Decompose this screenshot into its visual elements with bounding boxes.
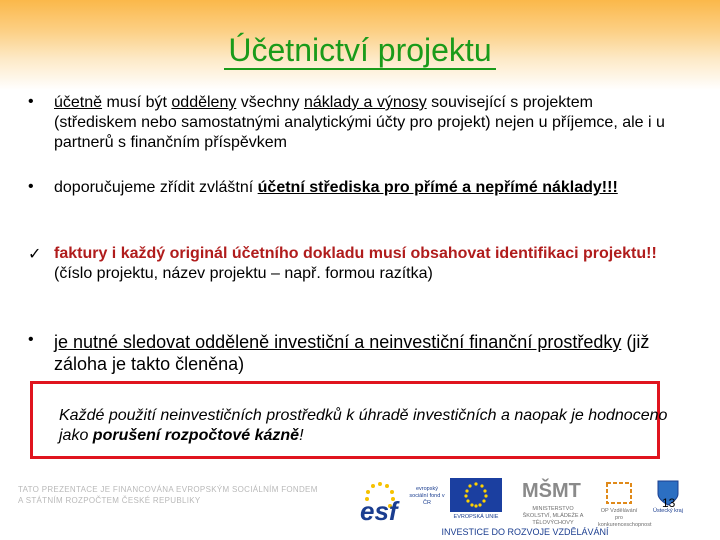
bullet-text-part: náklady a výnosy — [303, 94, 427, 111]
check-mark-icon: ✓ — [28, 244, 42, 263]
warning-text — [59, 406, 699, 446]
eu-flag-icon — [450, 478, 502, 512]
kraj-label: Ústecký kraj — [653, 508, 683, 514]
bullet-text — [54, 331, 674, 375]
footer — [0, 470, 720, 540]
bullet-text-part: faktury i každý originál účetního dokladu musí obsahovat identifikaci projektu!! — [54, 245, 657, 262]
bullet-text-part: (číslo projektu, název projektu – např. formou razítka) — [54, 265, 433, 282]
bullet-text — [54, 244, 674, 284]
msmt-logo — [518, 478, 588, 526]
eu-label: EVROPSKÁ UNIE — [453, 514, 499, 520]
investment-strip: INVESTICE DO ROZVOJE VZDĚLÁVÁNÍ — [441, 527, 609, 537]
bullet-text — [54, 93, 674, 153]
msmt-label: MINISTERSTVO ŠKOLSTVÍ, MLÁDEŽE A TĚLOVÝCHOVY — [522, 506, 584, 526]
eu-logo — [450, 478, 502, 523]
bullet-text-part: související s projektem (střediskem nebo samostatnými analytickými účty pro projekt) nejen u příjemce, ale i u partnerů s finančním příspěvkem — [54, 94, 665, 151]
bullet-mark: • — [28, 331, 34, 348]
bullet-text-part: doporučujeme zřídit zvláštní — [54, 179, 258, 196]
page-number: 13 — [662, 496, 676, 510]
warning-text-part: Každé použití neinvestičních prostředků k úhradě investičních a naopak je hodnoceno jako — [59, 407, 668, 444]
msmt-wordmark: MŠMT — [522, 480, 581, 502]
bullet-text-part: všechny — [236, 94, 304, 111]
warning-text-part: ! — [299, 427, 304, 444]
warning-text-emphasis: porušení rozpočtové kázně — [92, 427, 300, 444]
bullet-text-part: je nutné sledovat odděleně investiční a neinvestiční finanční prostředky — [54, 332, 622, 352]
bullet-mark: • — [28, 93, 34, 110]
bullet-text-part: účetní střediska pro přímé a nepřímé náklady!!! — [257, 179, 618, 196]
bullet-text — [54, 178, 674, 198]
slide-title: Účetnictví projektu — [0, 30, 720, 70]
esf-label: evropský sociální fond v ČR — [409, 486, 445, 506]
bullet-text-part: odděleny — [171, 94, 237, 111]
warning-box — [30, 381, 668, 459]
op-vk-icon — [604, 480, 634, 506]
bullet-mark: • — [28, 178, 34, 195]
bullet-text-part: musí být — [102, 94, 172, 111]
op-vk-label: OP Vzdělávání pro konkurenceschopnost — [598, 508, 652, 528]
esf-wordmark: esf — [360, 496, 398, 526]
bullet-text-part: (již záloha je takto členěna) — [54, 332, 650, 374]
logo-bar — [360, 478, 690, 528]
funding-note: TATO PREZENTACE JE FINANCOVÁNA EVROPSKÝM SOCIÁLNÍM FONDEM A STÁTNÍM ROZPOČTEM ČESKÉ REPUBLIKY — [18, 485, 318, 505]
bullet-text-part: účetně — [54, 94, 103, 111]
esf-logo — [360, 478, 445, 526]
op-vk-logo — [598, 478, 652, 528]
